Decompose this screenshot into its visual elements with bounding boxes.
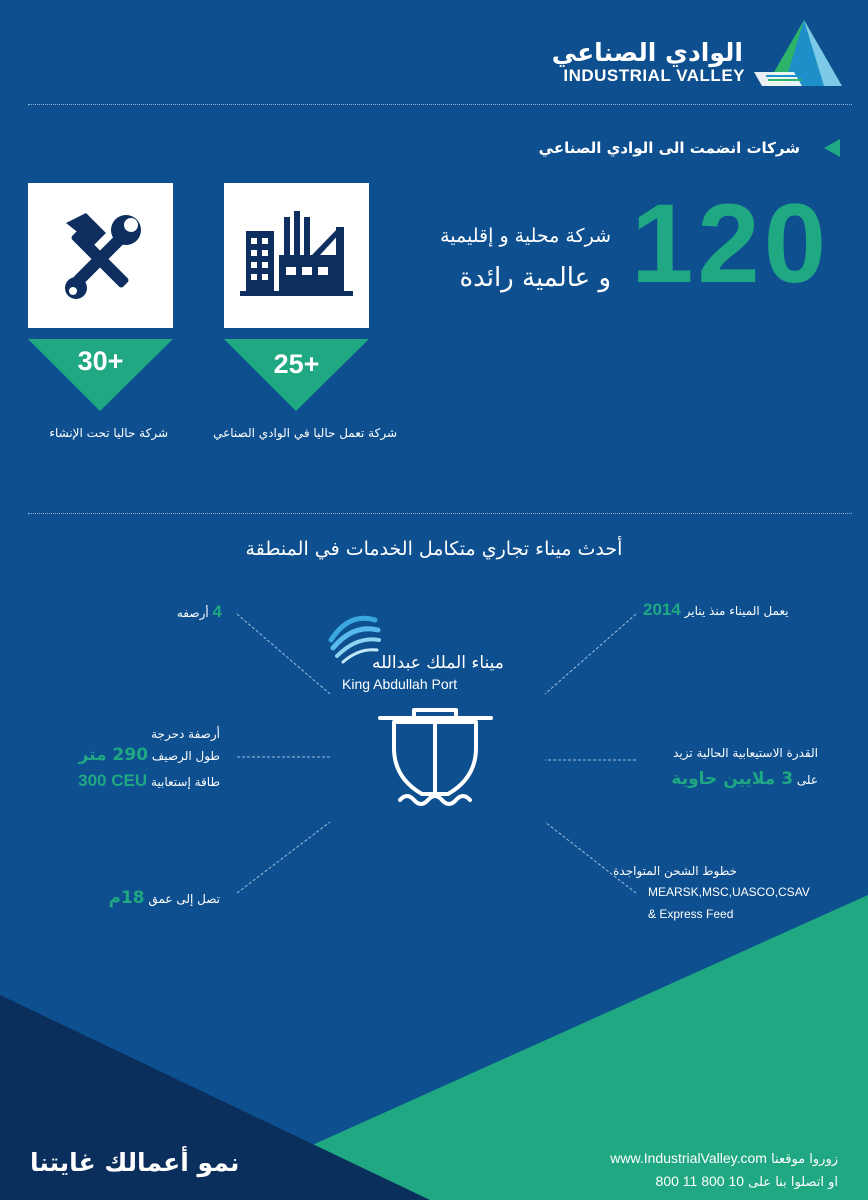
fact-berths <box>177 602 222 622</box>
fact-capacity-prefix: على <box>796 773 818 787</box>
fact-roro-capacity-label: طاقة إستعابية <box>150 775 220 789</box>
fact-capacity-line1: القدرة الاستيعابية الحالية تزيد <box>673 746 818 760</box>
slogan: نمو أعمالك غايتنا <box>30 1148 240 1177</box>
fact-roro-title: أرصفة دحرجة <box>151 727 220 741</box>
section-title-companies: شركات انضمت الى الوادي الصناعي <box>538 139 800 157</box>
fact-shipping-line2: & Express Feed <box>648 907 734 921</box>
total-companies-line1: شركة محلية و إقليمية <box>440 225 611 247</box>
footer-call <box>656 1173 838 1190</box>
fact-berths-label: أرصفه <box>176 606 209 620</box>
footer-visit-label: زوروا موقعنا <box>771 1152 838 1167</box>
fact-capacity-line2 <box>671 769 818 789</box>
total-companies-number: 120 <box>631 181 830 306</box>
fact-since-label: يعمل الميناء منذ يناير <box>684 604 789 618</box>
fact-roro-capacity <box>78 771 220 791</box>
footer-url-link[interactable]: www.IndustrialValley.com <box>610 1150 767 1166</box>
fact-capacity-value: 3 ملايين حاوية <box>671 769 794 789</box>
fact-depth-label: تصل إلى عمق <box>148 892 220 906</box>
stat-value-under-construction: 30+ <box>77 346 124 376</box>
fact-since-value: 2014 <box>643 600 681 619</box>
stat-value-operating: 25+ <box>273 349 320 379</box>
fact-depth <box>108 888 220 908</box>
fact-berths-value: 4 <box>212 602 222 621</box>
fact-shipping-title: خطوط الشحن المتواجدة <box>613 864 737 878</box>
fact-roro-length-value: 290 متر <box>78 745 149 765</box>
stat-label-under-construction: شركة حاليا تحت الإنشاء <box>49 426 168 440</box>
fact-since <box>643 600 789 620</box>
footer-phone-link[interactable]: 800 11 800 10 <box>655 1173 745 1189</box>
fact-depth-value: 18م <box>108 888 145 908</box>
fact-roro-capacity-value: 300 CEU <box>78 771 148 790</box>
port-heading: أحدث ميناء تجاري متكامل الخدمات في المنطقة <box>245 538 623 560</box>
fact-shipping-line1: MEARSK,MSC,UASCO,CSAV <box>648 885 810 899</box>
fact-roro-length <box>79 745 220 765</box>
port-name-en: King Abdullah Port <box>342 676 458 692</box>
stat-label-operating: شركة تعمل حاليا في الوادي الصناعي <box>213 426 397 440</box>
total-companies-line2: و عالمية رائدة <box>459 263 611 293</box>
ship-icon <box>378 708 493 816</box>
footer-visit <box>610 1150 838 1167</box>
logo-title-en: INDUSTRIAL VALLEY <box>563 66 745 85</box>
footer-call-label: او اتصلوا بنا على <box>748 1175 838 1190</box>
fact-roro-length-label: طول الرصيف <box>151 749 220 763</box>
logo-title-ar: الوادي الصناعي <box>551 38 743 67</box>
port-name-ar: ميناء الملك عبدالله <box>372 653 504 673</box>
